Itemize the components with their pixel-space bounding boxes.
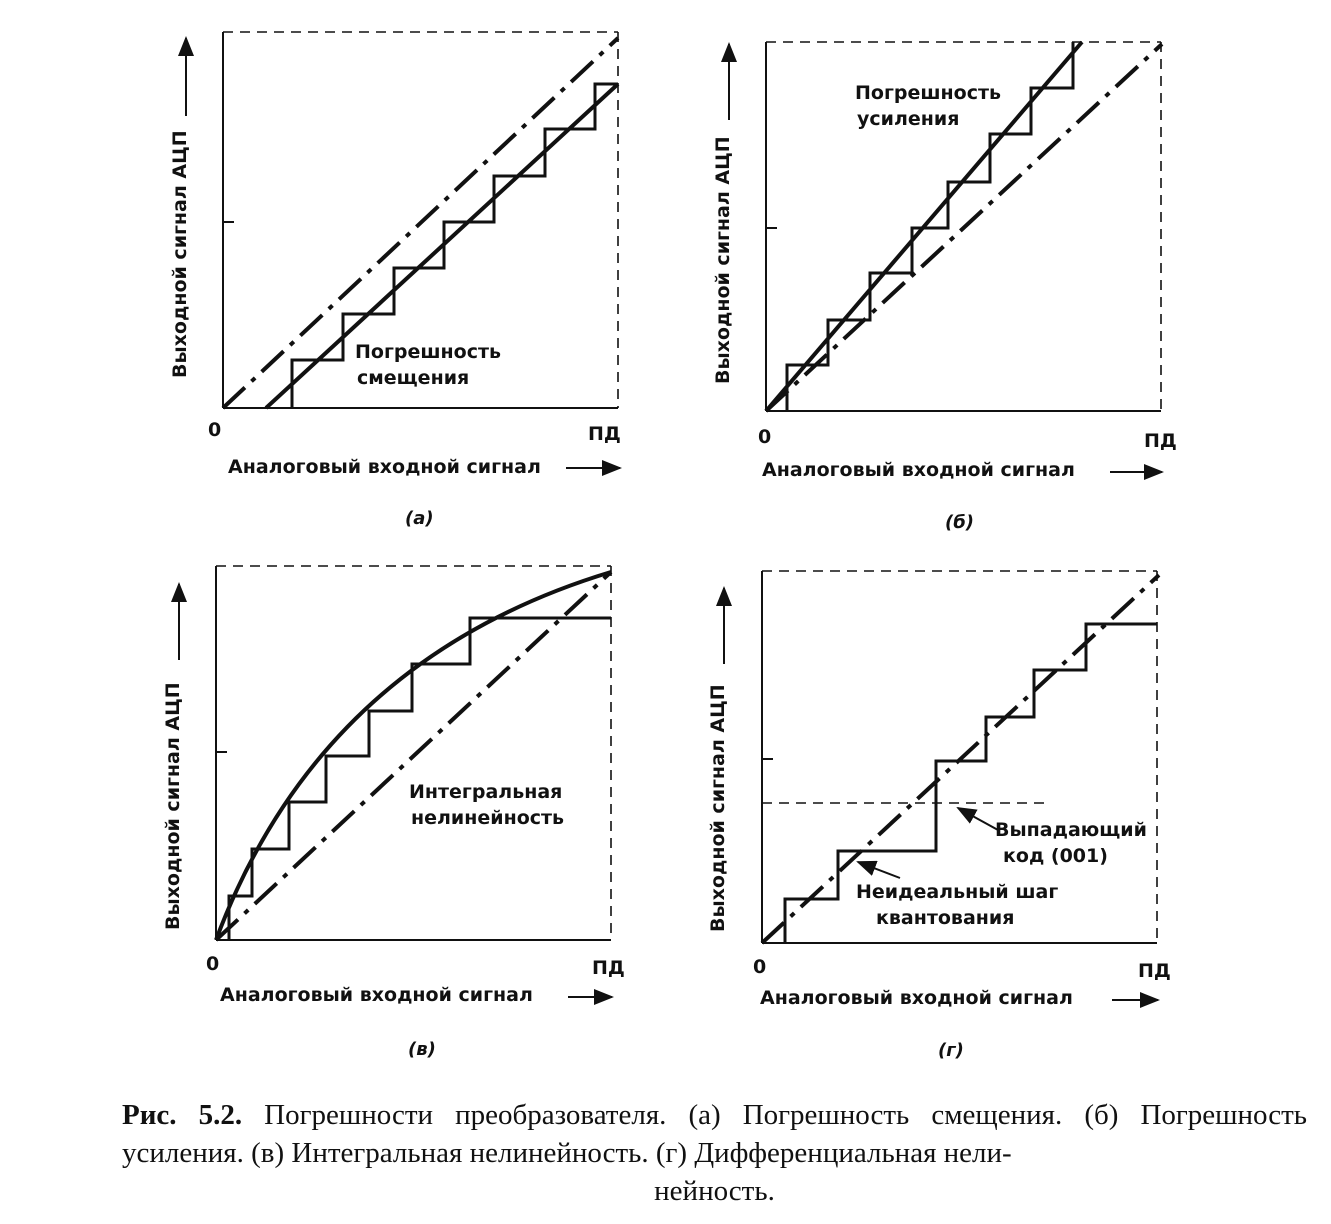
panel-b-annotation-line1: Погрешность xyxy=(855,82,1002,104)
panel-a-x-label: Аналоговый входной сигнал xyxy=(228,456,541,478)
panel-g-nonideal-step-pointer xyxy=(858,862,900,878)
panel-g-y-label: Выходной сигнал АЦП xyxy=(707,684,729,932)
caption-number: Рис. 5.2. xyxy=(122,1099,243,1131)
panel-b-y-label: Выходной сигнал АЦП xyxy=(712,136,734,384)
panel-a-annotation-line2: смещения xyxy=(357,367,470,389)
panel-g-missing-code-pointer xyxy=(958,808,998,830)
panel-b-full-scale: ПД xyxy=(1144,430,1177,452)
panel-v-x-label: Аналоговый входной сигнал xyxy=(220,984,533,1006)
panel-g-x-label: Аналоговый входной сигнал xyxy=(760,987,1073,1009)
panel-v-ideal-line xyxy=(216,572,611,940)
caption-text: Погрешности преобразователя. (а) Погрешность смещения. (б) Погрешность усиления. (в) Интегральная нелинейность. (г) Дифференциальная нели- xyxy=(122,1099,1307,1169)
panel-b-origin: 0 xyxy=(758,426,772,448)
panel-v-annotation-line1: Интегральная xyxy=(409,781,563,803)
panel-a-label: (а) xyxy=(405,508,434,529)
panel-v-y-label: Выходной сигнал АЦП xyxy=(162,682,184,930)
panel-b-annotation-line2: усиления xyxy=(857,108,960,130)
panel-b-x-label: Аналоговый входной сигнал xyxy=(762,459,1075,481)
panel-g-label: (г) xyxy=(938,1040,964,1061)
figure-caption xyxy=(122,1096,1307,1210)
panel-a-full-scale: ПД xyxy=(588,423,621,445)
panel-b xyxy=(712,42,1177,533)
panel-a-origin: 0 xyxy=(208,419,222,441)
panel-a xyxy=(169,32,621,529)
panel-v xyxy=(162,566,625,1060)
panel-v-full-scale: ПД xyxy=(592,957,625,979)
panel-g-origin: 0 xyxy=(753,956,767,978)
panel-a-y-label: Выходной сигнал АЦП xyxy=(169,130,191,378)
panel-g xyxy=(707,571,1171,1061)
panel-v-origin: 0 xyxy=(206,953,220,975)
panel-g-full-scale: ПД xyxy=(1138,960,1171,982)
panel-g-nonideal-step-line1: Неидеальный шаг xyxy=(856,881,1059,903)
panel-g-nonideal-step-line2: квантования xyxy=(876,907,1015,929)
panel-b-label: (б) xyxy=(945,512,975,533)
caption-last-line: нейность. xyxy=(654,1175,775,1207)
panel-g-missing-code-line1: Выпадающий xyxy=(995,819,1147,841)
panel-v-label: (в) xyxy=(408,1039,436,1060)
panel-g-missing-code-line2: код (001) xyxy=(1003,845,1108,867)
panel-a-annotation-line1: Погрешность xyxy=(355,341,502,363)
panel-v-annotation-line2: нелинейность xyxy=(411,807,565,829)
